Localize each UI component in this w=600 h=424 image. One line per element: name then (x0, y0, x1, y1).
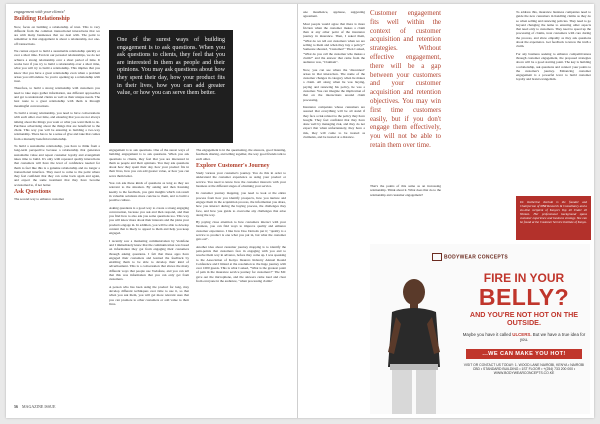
ad-headline-line2: BELLY? (478, 284, 570, 310)
ad-headline-line1: FIRE IN YOUR (483, 271, 565, 285)
advertisement (370, 244, 590, 414)
paragraph: To build a strong relationship, you need to have conversations with each other over time, and ensuring that you are not always talking about the things you want or what you want them to do. Purchase advertising about the things that are beneficial to the client. This way you will be ensuring to building a two-way relationship. There has to be a sense of give and take that comes from a mutually beneficial relationship. (14, 110, 100, 141)
paragraph: I recently saw a marketing communication by Vodafone and I immediately knew that the communication was based on information they got from engaging their customers through asking questions. I felt that these apps have engaged their customers and learned the feedback by enabling them to be able to develop their kind of advertisement. This is a conversation that shows the many different ways that people use Vodafone, and you can tell that this was information that you can only get from customers. (109, 238, 189, 282)
paragraph: Therefore, to build a strong relationship with customers you need to take steps gather information, use different approaches and get to understand clients as well as their unique needs. The best route to a great relationship with them is through meaningful conversations. (14, 86, 100, 108)
paragraph: You can ask these kinds of questions as long as they are relevant to the situation. By asking and then listening keenly to the feedback, you gain insights which can result in valuable solutions more concise to them, and to build a positive culture. (109, 181, 189, 203)
right-column-2-lower (370, 184, 441, 240)
left-column-1 (14, 10, 100, 400)
paragraph: In customer journey mapping, you need to look at the entire process from how you identify prospects, how you nurture and engage them in the acquisition process, the information you share, how you interact during the buying process, the challenges they face, and how you guide to overcome any challenges that arise along the way. (196, 191, 286, 217)
left-footer (14, 404, 55, 409)
subhead-ask-questions: Ask Questions (14, 188, 51, 195)
paragraph: By paying close attention to how customers interact with your business, you can find ways to improve quality and enhance customer experience. I like how Doo Detroits put it; "quality is a service to product is one what you put in, but what the customer gets out". (196, 220, 286, 242)
left-column-2 (109, 148, 189, 400)
paragraph: To build a sustainable relationship, you have to think from a long-term perspective because a relationship that generates sustainable value and repeat customer loyalty and evangelism takes time to build. It's only with repeated quality interactions that customers will have the level of confidence needed for them to feel like this is a genuine relationship and no longer a transactional interface. They need to come to the point where they feel confident that they can come back again and again, and expect the same treatment that they have become accustomed to, if not better. (14, 144, 100, 187)
logo-mark-icon (432, 253, 442, 261)
paragraph: The engagement is in the questioning, the answers, good listening, feedback sharing, and telling together, the way good friends talk to each other. (196, 148, 286, 161)
pull-quote-box: One of the surest ways of building engagement is to ask questions. When you ask questions to clients, they feel that you are interested in them as people and their opinions. You may ask questions about how they spent their day, how your product fits in their lives, how you can add greater value, or how you can serve them better. (109, 30, 233, 143)
kicker-text: engagement with your clients! (14, 10, 65, 14)
paragraph: That's the points of this same as an increasing relationship. Think about it. What does that do to the relationship and customer engagement? (370, 184, 441, 197)
paragraph: Now, you can see where the 'disconnect' arises in that interaction. The name of the customer changes in category when he makes a claim. All along when he was buying, paying and renewing his policy, he was a customer. You can imagine the implication of that on the interactions around claim processing. (303, 67, 365, 102)
author-bio-box: Dr. Katherine Kariuki is the founder and Chairperson of NBR Research & Consultancy and a six-time recipient of Kenya's Top 40 Under 40 Women. Her professional background spans customer experience and business strategy. She can be found at the Customer Service Institute of Kenya. (516, 196, 591, 240)
ad-headline-line3: AND YOU'RE NOT HOT ON THE OUTSIDE. (469, 310, 579, 327)
ad-subtext-emphasis: ULCERS. (512, 332, 532, 337)
paragraph: Study various your customer's journey. You do this in order to understand the customer experience as using your product or service. You need to know how the customer interacts with your business at the different stages of obtaining your service. (196, 171, 286, 189)
paragraph: For any business seeking to enhance competitiveness through customer engagement, the proposed strategies above will be a good starting point. The key is building a relationship, ask questions and connect your points to the customer's journey. Enhancing customer engagement is a powerful lever to build customer loyalty and brand evangelism. (516, 51, 591, 82)
paragraph: one inaudience, applause, suggesting agreement. (303, 10, 365, 19)
paragraph: The second way to enhance customer (14, 197, 65, 202)
paragraph: We cannot expect to build a sustainable relationship quickly or over a short time. Even in our personal relationships, we do not achieve a strong relationship over a short period of time. It works best if you try to build a relationship over a short time, what you will try to build a relationship. This implies that you know that you have a great relationship even when a problem arises you still endure. So you're opening up a relationship with trust. (14, 49, 100, 84)
paragraph: Most people would agree that there is more friction when the customer makes a claim than at any other point of the insurance journey in insurance. Then, I asked them, "What do we tell our customers when we are selling to them and when they buy a policy?" Someone shouted, "Customer!" Then I asked, "What do you call the customer who makes a claim?" and the answer that came from the audience was, "Claimant". (303, 21, 365, 65)
magazine-issue-label: MAGAZINE ISSUE (22, 404, 56, 409)
subhead-building-relationship: Building Relationship (14, 16, 70, 23)
paragraph: Now, focus on building a relationship of trust. This is very different from the common transactional interactions that we are with many businesses that we deal with. The point to remember is that engagement is about a relationship, not one-off transactions. (14, 24, 100, 46)
model-photo (374, 272, 452, 414)
large-red-quote: Customer engagement fits well within the context of customer acquisition and retention strategies. Without effective engagement, there will be a gap between your customers and your customer acquisition and retention objectives. You may win first time customers easily, but if you don't engage them effectively, you will not be able to retain them over time. (370, 10, 441, 149)
ad-contact-info: VISIT OR CONTACT US TODAY: 1. WOOD LANE NAIROBI, KENYA • NAIROBI CBD • STANDARD BUILDING • 1ST FLOOR • +(254) 733 200 000 • WWW.BODYWEARCONCEPTS.CO.KE (463, 362, 585, 376)
ad-headline (462, 272, 586, 376)
paragraph: Another idea about customer journey mapping is to identify the pain-points that customers face in engaging with you and to resolve them way in advance, before they come up. I was speaking to the Association of Kenya Insurers Industry Annual Round Conference and I hinted at the resolution to the huge journey with over 1000 guests. This is what I asked, "What is the greatest point of pain in the insurance service journey for customers?" The MC gave out the microphone, and the answers came loud and clear from everyone in the audience, "when processing claims" (196, 244, 286, 284)
ad-subtext-post: But we have a true idea for you. (519, 332, 586, 343)
page-number: 56 (14, 404, 18, 409)
paragraph: Insurance companies whose customers are assured that everything will be all stand if they face a risk related to the policy they have bought. They feel confident that they have done well by managing risk, and they do not expect that when unfortunately, they have a risk, they will come to be treated as claimants, and be treated at a distance. (303, 104, 365, 140)
left-column-3 (196, 148, 286, 400)
paragraph: engagement is to ask questions. One of the surest ways of building engagement is to ask questions. When you ask questions to clients, they feel that you are interested in them as people and their opinions. You may ask questions about how they spent their day, how your product fits in their lives, how you can add greater value, or how you can serve them better. (109, 148, 189, 178)
brand-name: BODYWEAR CONCEPTS (444, 254, 508, 261)
ad-tagline-bar: ...WE CAN MAKE YOU HOT! (466, 349, 582, 359)
ad-subtext (462, 332, 586, 343)
paragraph: Asking questions is a good way to create a strong engaging conversation, because you ask and then respond, and then you find how to also ask you some questions too. This way you will know more about their interests and the plans your products engage in. In addition, you will be able to develop content that is likely to appeal to them and help you keep engaged. (109, 205, 189, 236)
right-column-1 (303, 10, 365, 240)
page-gutter (297, 4, 298, 418)
paragraph: To address this, insurance business companies need to guide the new customers in handling claims as they do so when selling and renewing policies. They need to go beyond changing the name to ensuring other aspects that need only to customers. They need to speed up the processing of claims, treat customers with care during the process, and show empathy as they ask questions about the experience. Get feedback to know the truth a claim. (516, 10, 591, 49)
right-column-3 (516, 10, 591, 192)
subhead-customer-journey: Explore Customer's Journey (196, 162, 270, 169)
paragraph: A person who has been using the product for long, may develop different techniques over time to use it, so that when you ask them, you will get more relevant uses that you can promote to other customers or add value to their lives. (109, 284, 189, 306)
brand-logo (432, 253, 508, 261)
ad-subtext-pre: Maybe you have it called (462, 332, 512, 337)
